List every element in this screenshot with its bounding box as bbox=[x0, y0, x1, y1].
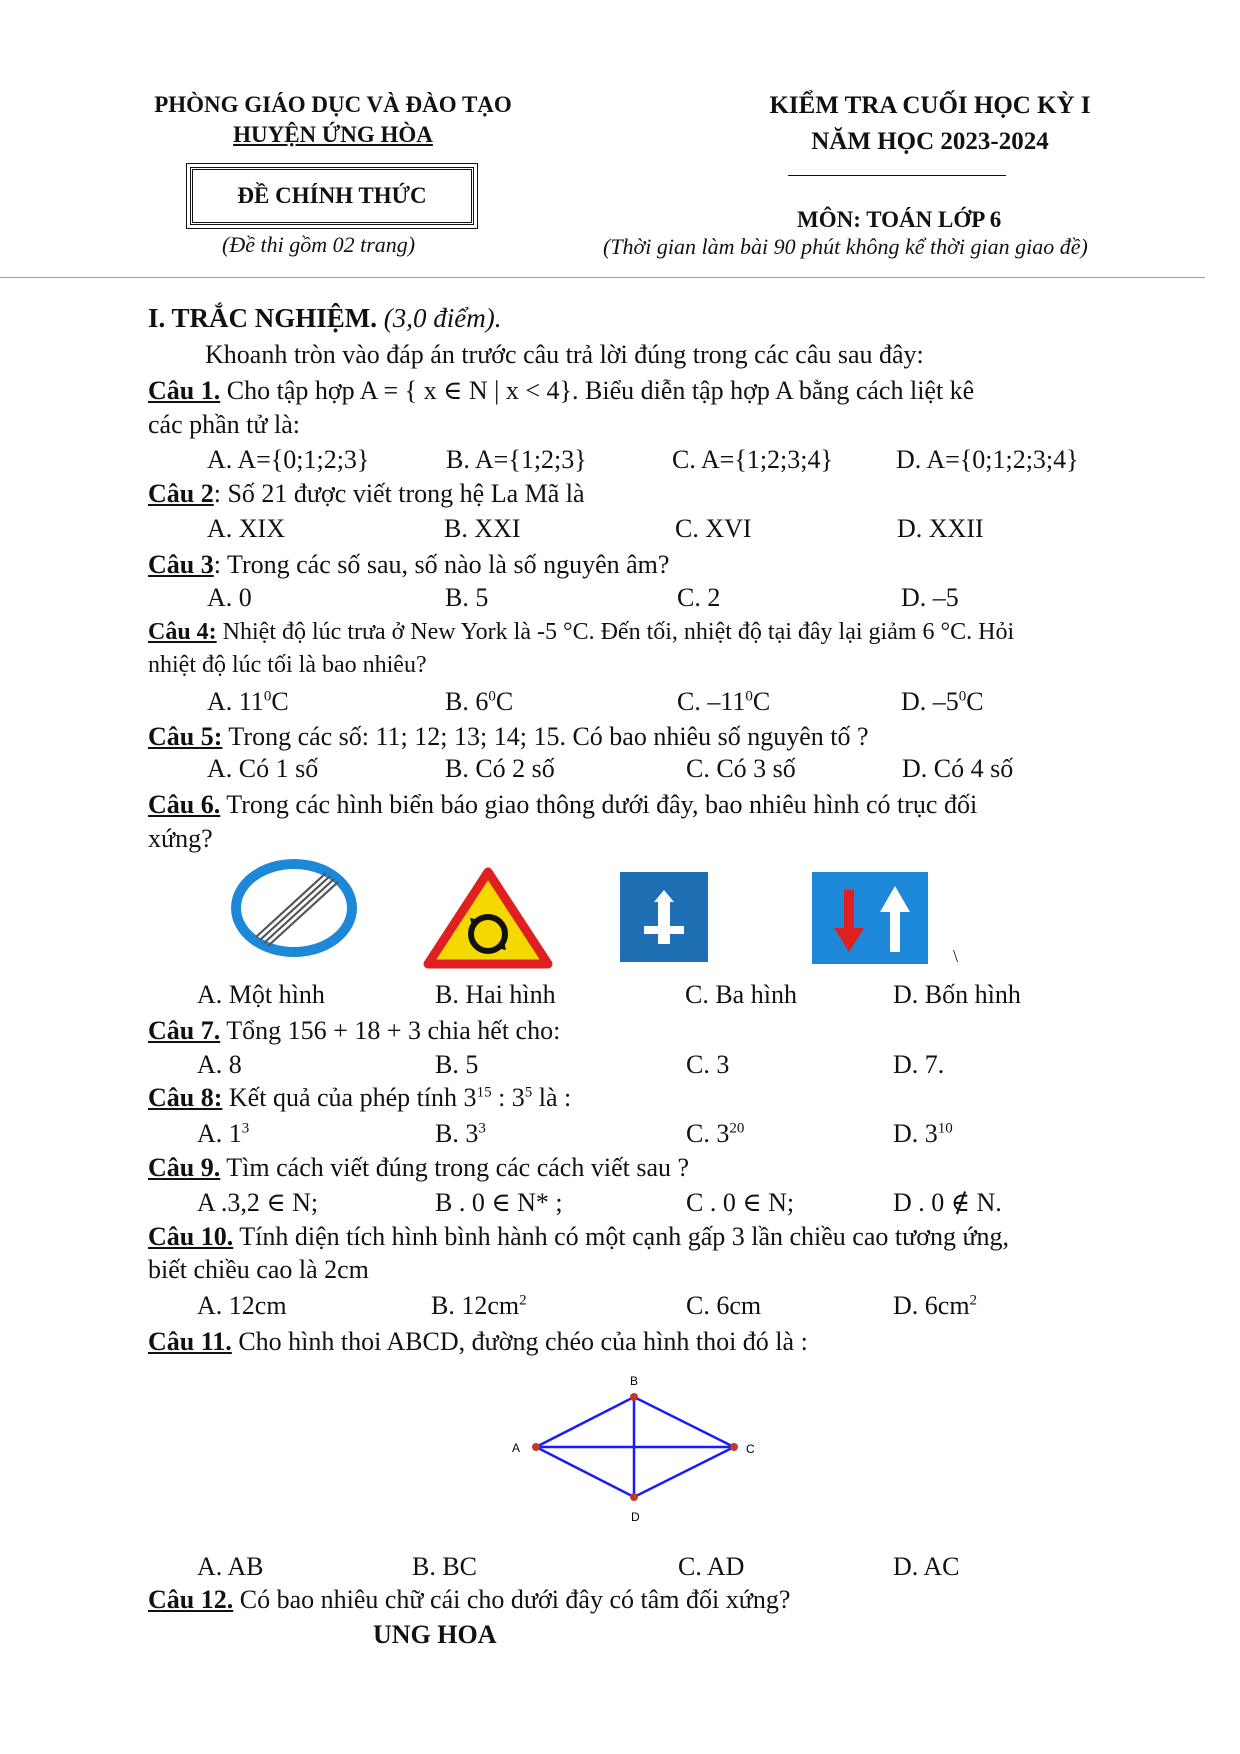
option-text: A. 1 bbox=[197, 1119, 242, 1148]
question-label: Câu 4: bbox=[148, 619, 217, 645]
question-text: Tổng 156 + 18 + 3 chia hết cho: bbox=[220, 1016, 561, 1045]
label-a: A bbox=[512, 1441, 521, 1455]
option-d[interactable] bbox=[893, 1291, 977, 1321]
question-3 bbox=[148, 550, 669, 580]
rhombus-abcd-figure bbox=[500, 1375, 770, 1535]
degree-sign: 0 bbox=[958, 688, 967, 705]
option-b[interactable]: B. 5 bbox=[445, 583, 489, 612]
question-2 bbox=[148, 479, 585, 509]
question-7 bbox=[148, 1016, 560, 1046]
question-text: Tìm cách viết đúng trong các cách viết sau ? bbox=[220, 1153, 690, 1182]
question-label: Câu 8: bbox=[148, 1083, 223, 1112]
question-label: Câu 1. bbox=[148, 376, 221, 405]
question-text: Trong các hình biển báo giao thông dưới đây, bao nhiêu hình có trục đối bbox=[220, 790, 978, 819]
point-d bbox=[630, 1493, 638, 1501]
question-4 bbox=[148, 619, 1014, 646]
pages-note: (Đề thi gồm 02 trang) bbox=[222, 232, 416, 257]
question-label: Câu 11. bbox=[148, 1327, 232, 1356]
question-9 bbox=[148, 1153, 689, 1183]
unit: C bbox=[271, 687, 289, 716]
question-8 bbox=[148, 1083, 571, 1113]
option-text: C. 3 bbox=[686, 1119, 730, 1148]
option-text: B. 3 bbox=[435, 1119, 479, 1148]
question-text: Tính diện tích hình bình hành có một cạnh gấp 3 lần chiều cao tương ứng, bbox=[233, 1222, 1010, 1251]
section-points: (3,0 điểm). bbox=[383, 303, 502, 333]
question-5 bbox=[148, 722, 869, 752]
header-right bbox=[680, 92, 1180, 156]
question-label: Câu 5: bbox=[148, 722, 223, 751]
question-6 bbox=[148, 790, 977, 820]
exponent: 3 bbox=[478, 1120, 486, 1137]
time-note: (Thời gian làm bài 90 phút không kể thời gian giao đề) bbox=[603, 234, 1088, 259]
option-d[interactable]: D. AC bbox=[893, 1552, 960, 1581]
option-text: B. 6 bbox=[445, 687, 489, 716]
option-b[interactable]: B. Hai hình bbox=[435, 980, 556, 1009]
option-text: D. 6cm bbox=[893, 1291, 970, 1320]
department-name: PHÒNG GIÁO DỤC VÀ ĐÀO TẠO bbox=[154, 92, 512, 117]
option-text: D. –5 bbox=[901, 687, 959, 716]
exponent: 5 bbox=[524, 1084, 533, 1101]
option-b[interactable] bbox=[431, 1291, 527, 1321]
option-c[interactable]: C. XVI bbox=[675, 514, 752, 543]
exponent: 2 bbox=[969, 1292, 978, 1309]
title-underline bbox=[788, 175, 1006, 176]
sign-one-way-dead-end bbox=[620, 872, 708, 962]
option-a[interactable]: A. XIX bbox=[207, 514, 285, 543]
question-11 bbox=[148, 1327, 808, 1357]
question-text: : Trong các số sau, số nào là số nguyên âm? bbox=[213, 550, 670, 579]
question-6-line2: xứng? bbox=[148, 824, 213, 853]
label-b: B bbox=[630, 1375, 639, 1388]
option-text: A. 11 bbox=[207, 687, 264, 716]
sign-roundabout bbox=[422, 866, 554, 970]
sign-priority-oncoming bbox=[812, 872, 928, 964]
exponent: 10 bbox=[937, 1120, 953, 1137]
option-b[interactable]: B. A={1;2;3} bbox=[446, 445, 587, 474]
exponent: 15 bbox=[476, 1084, 492, 1101]
instruction: Khoanh tròn vào đáp án trước câu trả lời đúng trong các câu sau đây: bbox=[205, 340, 924, 369]
degree-sign: 0 bbox=[488, 688, 496, 705]
option-c[interactable]: C. Ba hình bbox=[685, 980, 797, 1009]
question-label: Câu 2 bbox=[148, 479, 214, 508]
question-4-line2: nhiệt độ lúc tối là bao nhiêu? bbox=[148, 652, 427, 678]
sign-end-of-restriction bbox=[230, 858, 360, 958]
option-d[interactable]: D. Có 4 số bbox=[902, 754, 1014, 783]
option-text: D. 3 bbox=[893, 1119, 938, 1148]
question-text: Kết quả của phép tính 3 bbox=[222, 1083, 477, 1112]
option-b[interactable]: B. Có 2 số bbox=[445, 754, 555, 783]
option-d[interactable]: D. –5 bbox=[901, 583, 959, 612]
exponent: 3 bbox=[241, 1120, 250, 1137]
exponent: 20 bbox=[729, 1120, 745, 1137]
option-d[interactable] bbox=[893, 1119, 953, 1149]
option-c[interactable]: C. A={1;2;3;4} bbox=[672, 445, 833, 474]
unit: C bbox=[495, 687, 514, 716]
point-a bbox=[532, 1443, 540, 1451]
label-d: D bbox=[631, 1510, 640, 1524]
option-c[interactable]: C. 6cm bbox=[686, 1291, 762, 1320]
option-c[interactable] bbox=[677, 687, 770, 717]
question-label: Câu 12. bbox=[148, 1585, 234, 1614]
question-1 bbox=[148, 376, 974, 406]
option-a[interactable] bbox=[207, 687, 289, 717]
option-text: C. –11 bbox=[677, 687, 746, 716]
section-heading bbox=[148, 303, 502, 334]
school-year: NĂM HỌC 2023-2024 bbox=[811, 128, 1049, 155]
option-d[interactable]: D . 0 ∉ N. bbox=[893, 1188, 1002, 1217]
stray-mark: \ bbox=[953, 946, 959, 966]
label-c: C bbox=[746, 1442, 755, 1456]
option-d[interactable]: D. A={0;1;2;3;4} bbox=[896, 445, 1079, 474]
option-c[interactable]: C. Có 3 số bbox=[686, 754, 796, 783]
question-label: Câu 9. bbox=[148, 1153, 221, 1182]
option-a[interactable]: A. 12cm bbox=[197, 1291, 287, 1320]
point-c bbox=[730, 1443, 738, 1451]
question-text: Cho hình thoi ABCD, đường chéo của hình thoi đó là : bbox=[231, 1327, 808, 1356]
option-a[interactable]: A. 0 bbox=[207, 583, 252, 612]
question-label: Câu 6. bbox=[148, 790, 221, 819]
option-c[interactable] bbox=[686, 1119, 744, 1149]
option-b[interactable] bbox=[445, 687, 513, 717]
question-text-end: là : bbox=[532, 1083, 572, 1112]
point-b bbox=[630, 1393, 638, 1401]
header-separator bbox=[0, 277, 1205, 278]
header-left bbox=[128, 92, 538, 148]
option-b[interactable]: B. XXI bbox=[444, 514, 521, 543]
question-text: Nhiệt độ lúc trưa ở New York là -5 °C. Đến tối, nhiệt độ tại đây lại giảm 6 °C. Hỏi bbox=[216, 619, 1015, 645]
option-a[interactable]: A. AB bbox=[197, 1552, 264, 1581]
question-label: Câu 10. bbox=[148, 1222, 234, 1251]
degree-sign: 0 bbox=[745, 688, 753, 705]
question-1-line2: các phần tử là: bbox=[148, 410, 300, 439]
option-d[interactable]: D. Bốn hình bbox=[893, 980, 1021, 1009]
subject: MÔN: TOÁN LỚP 6 bbox=[797, 207, 1002, 232]
exponent: 2 bbox=[519, 1292, 527, 1309]
option-a[interactable]: A. A={0;1;2;3} bbox=[207, 445, 370, 474]
question-text: Cho tập hợp A = { x ∈ N | x < 4}. Biểu diễn tập hợp A bằng cách liệt kê bbox=[220, 376, 975, 405]
district-name: HUYỆN ỨNG HÒA bbox=[233, 122, 433, 147]
option-b[interactable]: B. 5 bbox=[435, 1050, 479, 1079]
option-a[interactable] bbox=[197, 1119, 249, 1149]
option-d[interactable] bbox=[901, 687, 984, 717]
letters-ung-hoa: UNG HOA bbox=[373, 1620, 497, 1649]
option-a[interactable]: A .3,2 ∈ N; bbox=[197, 1188, 319, 1217]
option-b[interactable] bbox=[435, 1119, 486, 1149]
option-a[interactable]: A. Có 1 số bbox=[207, 754, 319, 783]
option-a[interactable]: A. 8 bbox=[197, 1050, 242, 1079]
question-12 bbox=[148, 1585, 790, 1615]
question-10-line2: biết chiều cao là 2cm bbox=[148, 1255, 369, 1284]
section-title: I. TRẮC NGHIỆM. bbox=[148, 303, 378, 333]
question-label: Câu 3 bbox=[148, 550, 214, 579]
option-a[interactable]: A. Một hình bbox=[197, 980, 325, 1009]
question-text-mid: : 3 bbox=[491, 1083, 525, 1112]
option-d[interactable]: D. 7. bbox=[893, 1050, 945, 1079]
option-c[interactable]: C . 0 ∈ N; bbox=[686, 1188, 795, 1217]
option-text: B. 12cm bbox=[431, 1291, 520, 1320]
option-d[interactable]: D. XXII bbox=[897, 514, 984, 543]
question-text: Trong các số: 11; 12; 13; 14; 15. Có bao nhiêu số nguyên tố ? bbox=[222, 722, 869, 751]
option-b[interactable]: B. BC bbox=[412, 1552, 478, 1581]
question-label: Câu 7. bbox=[148, 1016, 221, 1045]
official-exam-box: ĐỀ CHÍNH THỨC bbox=[190, 167, 474, 225]
question-10 bbox=[148, 1222, 1009, 1252]
option-b[interactable]: B . 0 ∈ N* ; bbox=[435, 1188, 563, 1217]
option-c[interactable]: C. AD bbox=[678, 1552, 745, 1581]
question-text: : Số 21 được viết trong hệ La Mã là bbox=[213, 479, 585, 508]
unit: C bbox=[752, 687, 771, 716]
option-c[interactable]: C. 3 bbox=[686, 1050, 730, 1079]
question-text: Có bao nhiêu chữ cái cho dưới đây có tâm đối xứng? bbox=[233, 1585, 791, 1614]
option-c[interactable]: C. 2 bbox=[677, 583, 721, 612]
exam-title: KIỂM TRA CUỐI HỌC KỲ I bbox=[769, 92, 1091, 119]
unit: C bbox=[966, 687, 984, 716]
degree-sign: 0 bbox=[263, 688, 272, 705]
